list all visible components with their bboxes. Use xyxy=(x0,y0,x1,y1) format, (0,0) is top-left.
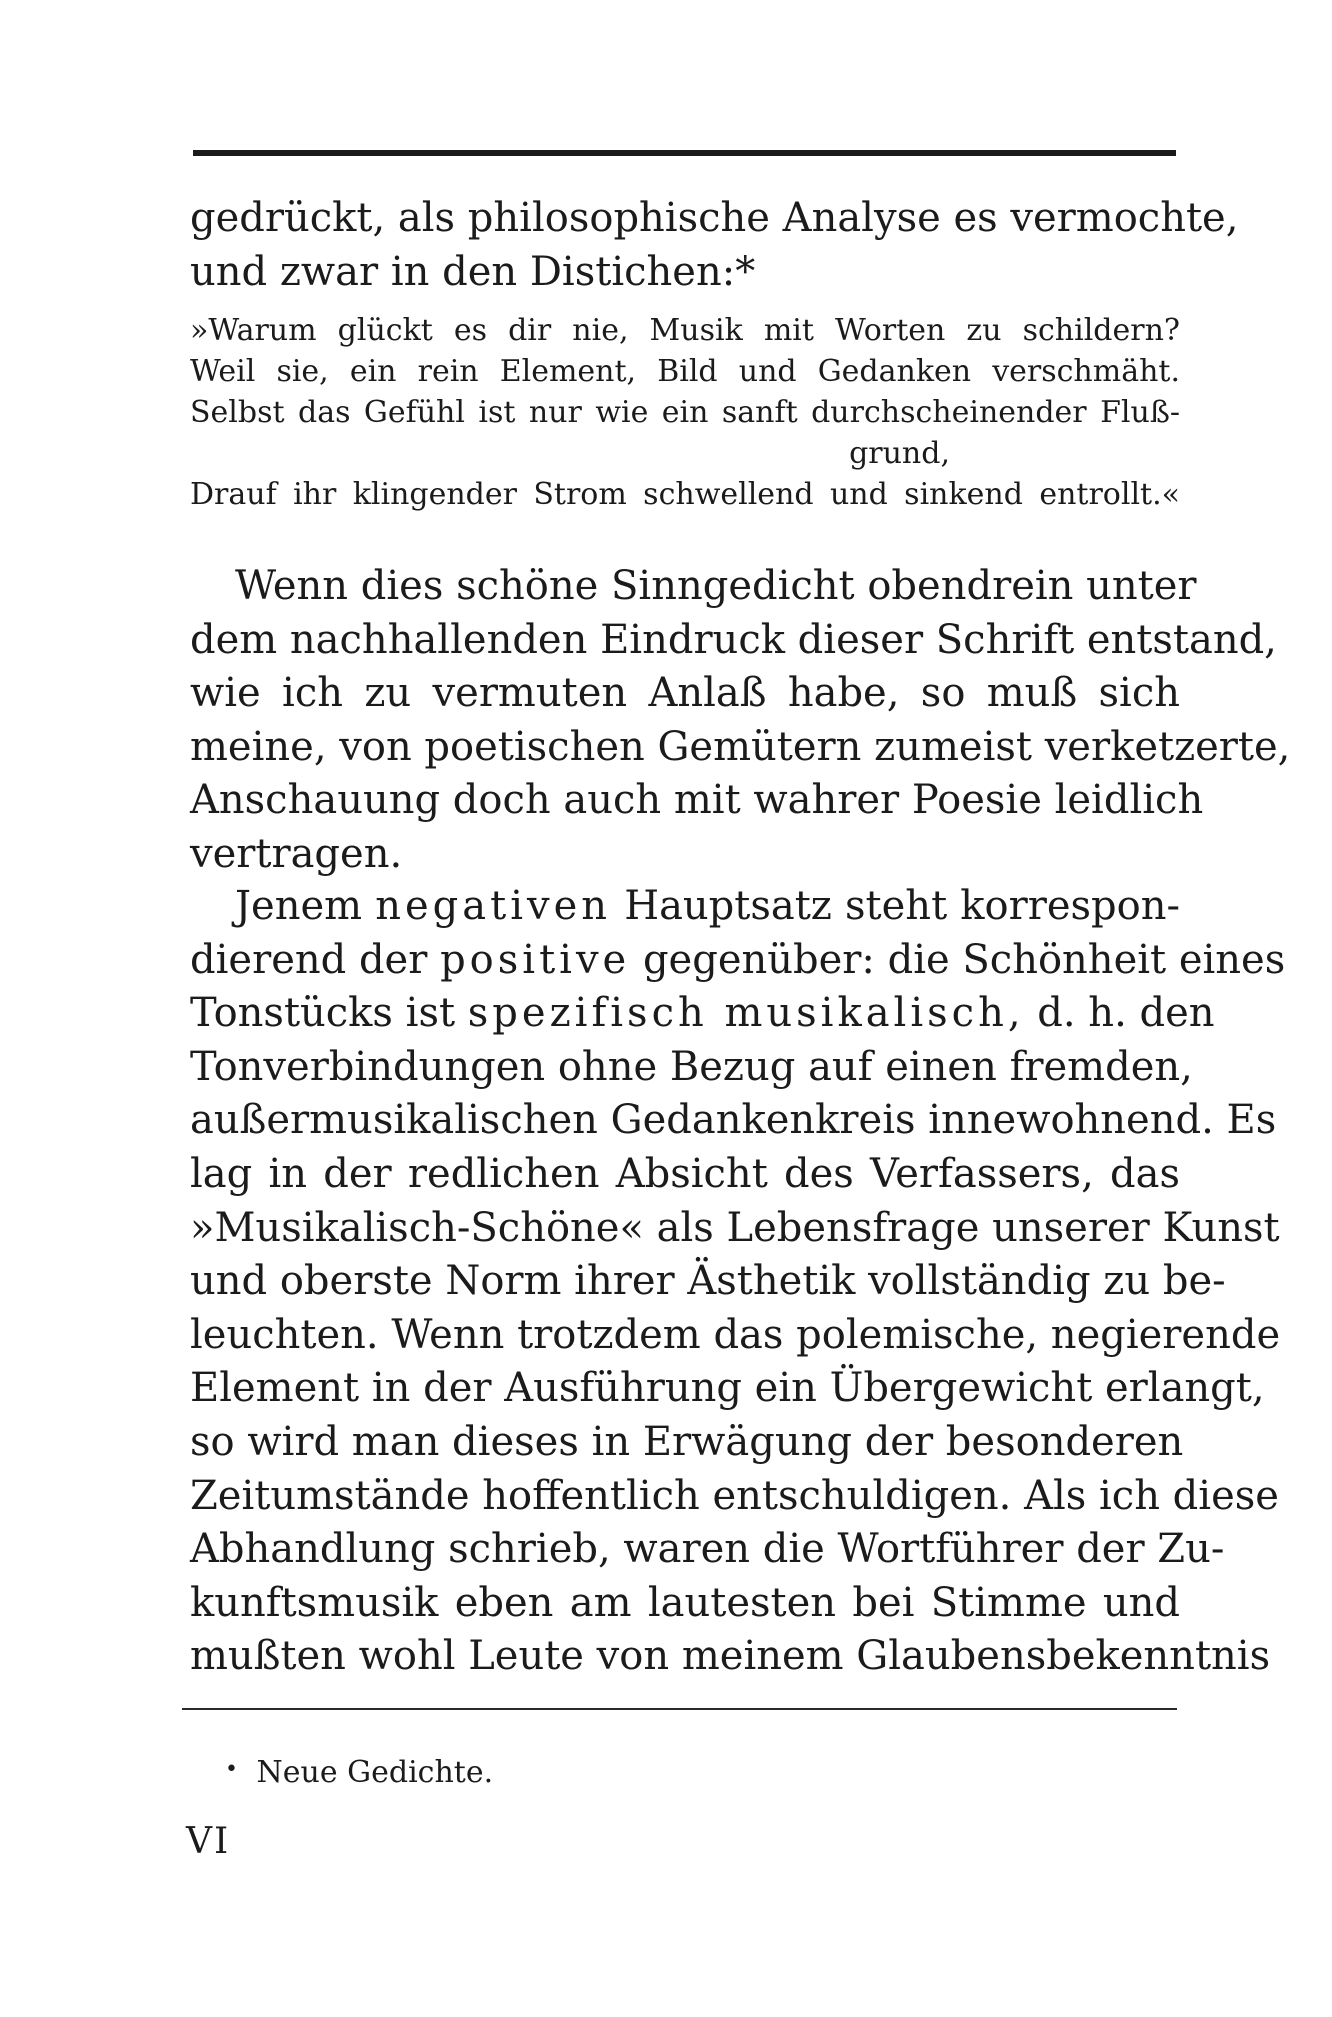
text-run: Tonstücks ist xyxy=(190,990,456,1037)
text-line: mußten wohl Leute von meinem Glaubensbekenntnis xyxy=(190,1633,1271,1680)
text-line: meine, von poetischen Gemütern zumeist verketzerte, xyxy=(190,723,1291,770)
verse-line: Selbst das Gefühl ist nur wie ein sanft durchscheinender Fluß- xyxy=(190,395,1180,430)
text-run: Jenem xyxy=(235,883,363,929)
text-run: Hauptsatz steht korrespon- xyxy=(624,883,1181,929)
text-line: und oberste Norm ihrer Ästhetik vollständig zu be- xyxy=(190,1258,1226,1305)
text-line: Tonverbindungen ohne Bezug auf einen fremden, xyxy=(190,1043,1193,1090)
intro-text xyxy=(190,192,1239,299)
text-line: wie ich zu vermuten Anlaß habe, so muß sich xyxy=(190,670,1180,717)
text-run: dierend der xyxy=(190,936,428,983)
text-line: Anschauung doch auch mit wahrer Poesie leidlich xyxy=(190,777,1204,824)
text-line xyxy=(190,987,1215,1041)
verse-line: Drauf ihr klingender Strom schwellend und sinkend entrollt.« xyxy=(190,477,1180,512)
verse-line: Weil sie, ein rein Element, Bild und Gedanken verschmäht. xyxy=(190,354,1180,389)
text-line xyxy=(190,934,1286,988)
text-line: »Musikalisch-Schöne« als Lebensfrage unserer Kunst xyxy=(190,1204,1280,1251)
footnote-marker: • xyxy=(225,1757,238,1782)
footnote-rule xyxy=(182,1708,1177,1710)
page-number: VI xyxy=(186,1821,231,1862)
top-double-rule xyxy=(193,150,1176,156)
text-line: Abhandlung schrieb, waren die Wortführer der Zu- xyxy=(190,1526,1225,1573)
verse-line: »Warum glückt es dir nie, Musik mit Worten zu schildern? xyxy=(190,313,1180,348)
paragraph-sinngedicht xyxy=(190,560,1291,882)
text-line: so wird man dieses in Erwägung der besonderen xyxy=(190,1418,1184,1465)
text-line: und zwar in den Distichen:* xyxy=(190,248,756,295)
text-line: kunftsmusik eben am lautesten bei Stimme und xyxy=(190,1579,1180,1626)
text-line: vertragen. xyxy=(190,830,403,877)
distichon-quote xyxy=(190,310,1180,515)
text-line: leuchten. Wenn trotzdem das polemische, negierende xyxy=(190,1311,1281,1358)
text-line: gedrückt, als philosophische Analyse es vermochte, xyxy=(190,195,1239,241)
emphasis-spaced: negativen xyxy=(375,883,612,929)
text-run: gegenüber: die Schönheit eines xyxy=(642,936,1286,983)
emphasis-spaced: positive xyxy=(440,936,631,983)
paragraph-hauptsatz xyxy=(190,880,1286,1684)
text-line: lag in der redlichen Absicht des Verfassers, das xyxy=(190,1150,1180,1197)
emphasis-spaced: spezifisch musikalisch, xyxy=(467,990,1025,1037)
text-line xyxy=(190,880,1180,934)
verse-line-continuation: grund, xyxy=(849,436,950,471)
footnote xyxy=(225,1750,493,1793)
text-run: d. h. den xyxy=(1037,990,1215,1037)
footnote-text: Neue Gedichte. xyxy=(256,1755,494,1790)
text-line: Zeitumstände hoffentlich entschuldigen. Als ich diese xyxy=(190,1472,1279,1519)
text-line: Element in der Ausführung ein Übergewicht erlangt, xyxy=(190,1365,1265,1412)
text-line: außermusikalischen Gedankenkreis innewohnend. Es xyxy=(190,1097,1277,1144)
text-line: dem nachhallenden Eindruck dieser Schrift entstand, xyxy=(190,616,1277,663)
text-line: Wenn dies schöne Sinngedicht obendrein unter xyxy=(235,563,1197,609)
